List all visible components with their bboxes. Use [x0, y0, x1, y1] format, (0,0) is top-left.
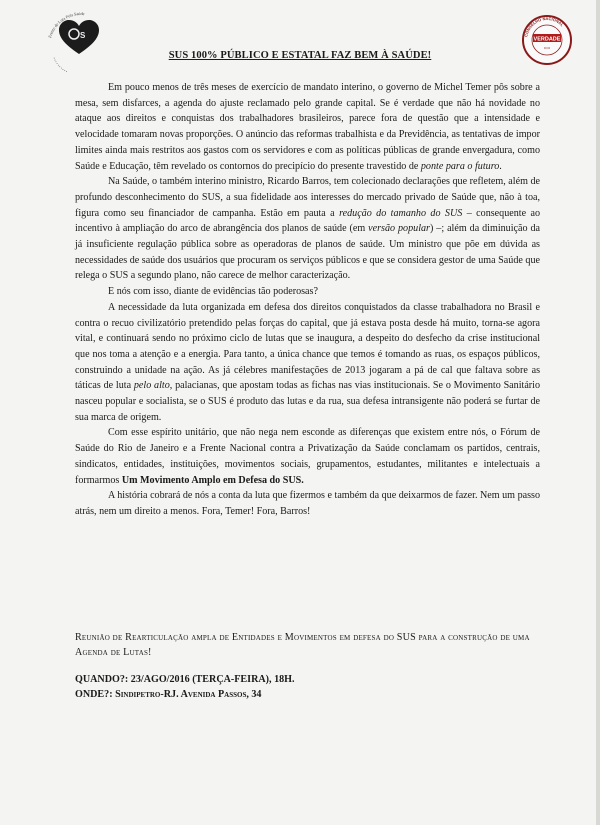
meeting-announcement: Reunião de Rearticulação ampla de Entidades e Movimentos em defesa do SUS para a construção de uma Agenda de Lutas!: [75, 632, 530, 658]
paragraph-1-text: Em pouco menos de três meses de exercício de mandato interino, o governo de Michel Temer pôs sobre a mesa, sem disfarces, a agenda do ajuste reclamado pelo grande capital. Se é verdade que não há novidade no ataque aos direitos e conquistas dos trabalhadores brasileiros, parece fora de questão que a intensidade e velocidade tomaram novas proporções. O anúncio das reformas trabalhista e da Previdência, as tentativas de impor limites ainda mais restritos aos gastos com os servidores e com as políticas públicas de grande envergadura, como Saúde e Educação, têm revelado os contornos do precipício do presente travestido de: [75, 82, 540, 172]
scan-edge: [596, 0, 600, 825]
paragraph-2-italic-2: versão popular: [368, 223, 430, 235]
svg-text:Frente de Luta Pela Saúde: Frente de Luta Pela Saúde: [47, 12, 85, 39]
svg-text:• • • • • • • • • • • •: • • • • • • • • • •: [51, 56, 68, 72]
paragraph-4-b: , palacianas, que apostam todas as fichas nas vias institucionais. Se o Movimento Sanitário nasceu popular e socialista, se o SUS é produto das lutas e da rua, sua defesa intransigente não poderá se furtar de sua marca de origem.: [75, 380, 541, 423]
meeting-where: ONDE?: Sindipetro-RJ. Avenida Passos, 34: [75, 689, 262, 700]
stamp-arc-text: CONSELHO NACIONAL: [523, 15, 565, 38]
stamp-center-text: VERDADE: [533, 36, 561, 43]
paragraph-3: E nós com isso, diante de evidências tão poderosas?: [108, 286, 318, 298]
paragraph-6: A história cobrará de nós a conta da luta que fizermos e também da que deixarmos de fazer. Nem um passo atrás, nem um direito a menos. Fora, Temer! Fora, Barros!: [75, 490, 540, 517]
svg-text:•••••: •••••: [543, 46, 551, 50]
meeting-when: QUANDO?: 23/AGO/2016 (TERÇA-FEIRA), 18H.: [75, 674, 295, 685]
paragraph-2: [75, 174, 540, 284]
paragraph-4-italic: pelo alto: [133, 380, 170, 392]
paragraph-4-a: A necessidade da luta organizada em defesa dos direitos conquistados da classe trabalhadora no Brasil e contra o recuo civilizatório pretendido pelas forças do capital, que já estava posta desde há muito, torna-se agora vital, e continuará sendo no próximo ciclo de lutas que se inaugura, a despeito do desfecho da crise institucional que nos toma a atenção e a energia. Para tanto, a única chance que temos é tomando as ruas, os espaços públicos, construindo a unidade na ação. As já célebres manifestações de 2013 jogaram a pá de cal que faltava sobre as táticas de luta: [75, 301, 540, 392]
paragraph-2-a: Na Saúde, o também interino ministro, Ricardo Barros, tem colecionado declarações que refletem, além de profundo desconhecimento do SUS, a sua fidelidade aos interesses do mercado privado de Saúde que, não à toa, figura como seu financiador de campanha. Estão em pauta a: [75, 176, 540, 219]
paragraph-1-end: .: [499, 160, 502, 172]
paragraph-2-c: ) –; além da diminuição da já insuficiente regulação pública sobre as operadoras de planos de saúde. Um ministro que põe em dúvida as necessidades de saúde dos usuários que procuram os serviços públicos e que se considera gestor de uma Saúde que relega o SUS a segundo plano, não carece de melhor caracterização.: [75, 223, 540, 282]
paragraph-5-bold: Um Movimento Amplo em Defesa do SUS.: [121, 474, 304, 486]
document-title: SUS 100% PÚBLICO E ESTATAL FAZ BEM À SAÚDE!: [168, 50, 432, 61]
meeting-info: [75, 630, 545, 702]
document-body: [75, 80, 540, 520]
paragraph-5-a: Com esse espírito unitário, que não nega nem esconde as diferenças que existem entre nós, o Fórum de Saúde do Rio de Janeiro e a Frente Nacional contra a Privatização da Saúde conclamam os partidos, centrais, sindicatos, entidades, instituições, movimentos sociais, grupamentos, estudantes, militantes e intelectuais a formarmos: [75, 427, 540, 486]
paragraph-5: [75, 425, 540, 488]
paragraph-4: [75, 300, 540, 426]
paragraph-1-italic: ponte para o futuro: [420, 160, 500, 172]
paragraph-2-italic-1: redução do tamanho do SUS: [339, 207, 463, 219]
svg-text:S: S: [80, 31, 86, 40]
paragraph-2-b: – consequente ao incentivo à ampliação do arco de abrangência dos planos de saúde (em: [75, 207, 540, 235]
paragraph-1: [75, 80, 540, 174]
